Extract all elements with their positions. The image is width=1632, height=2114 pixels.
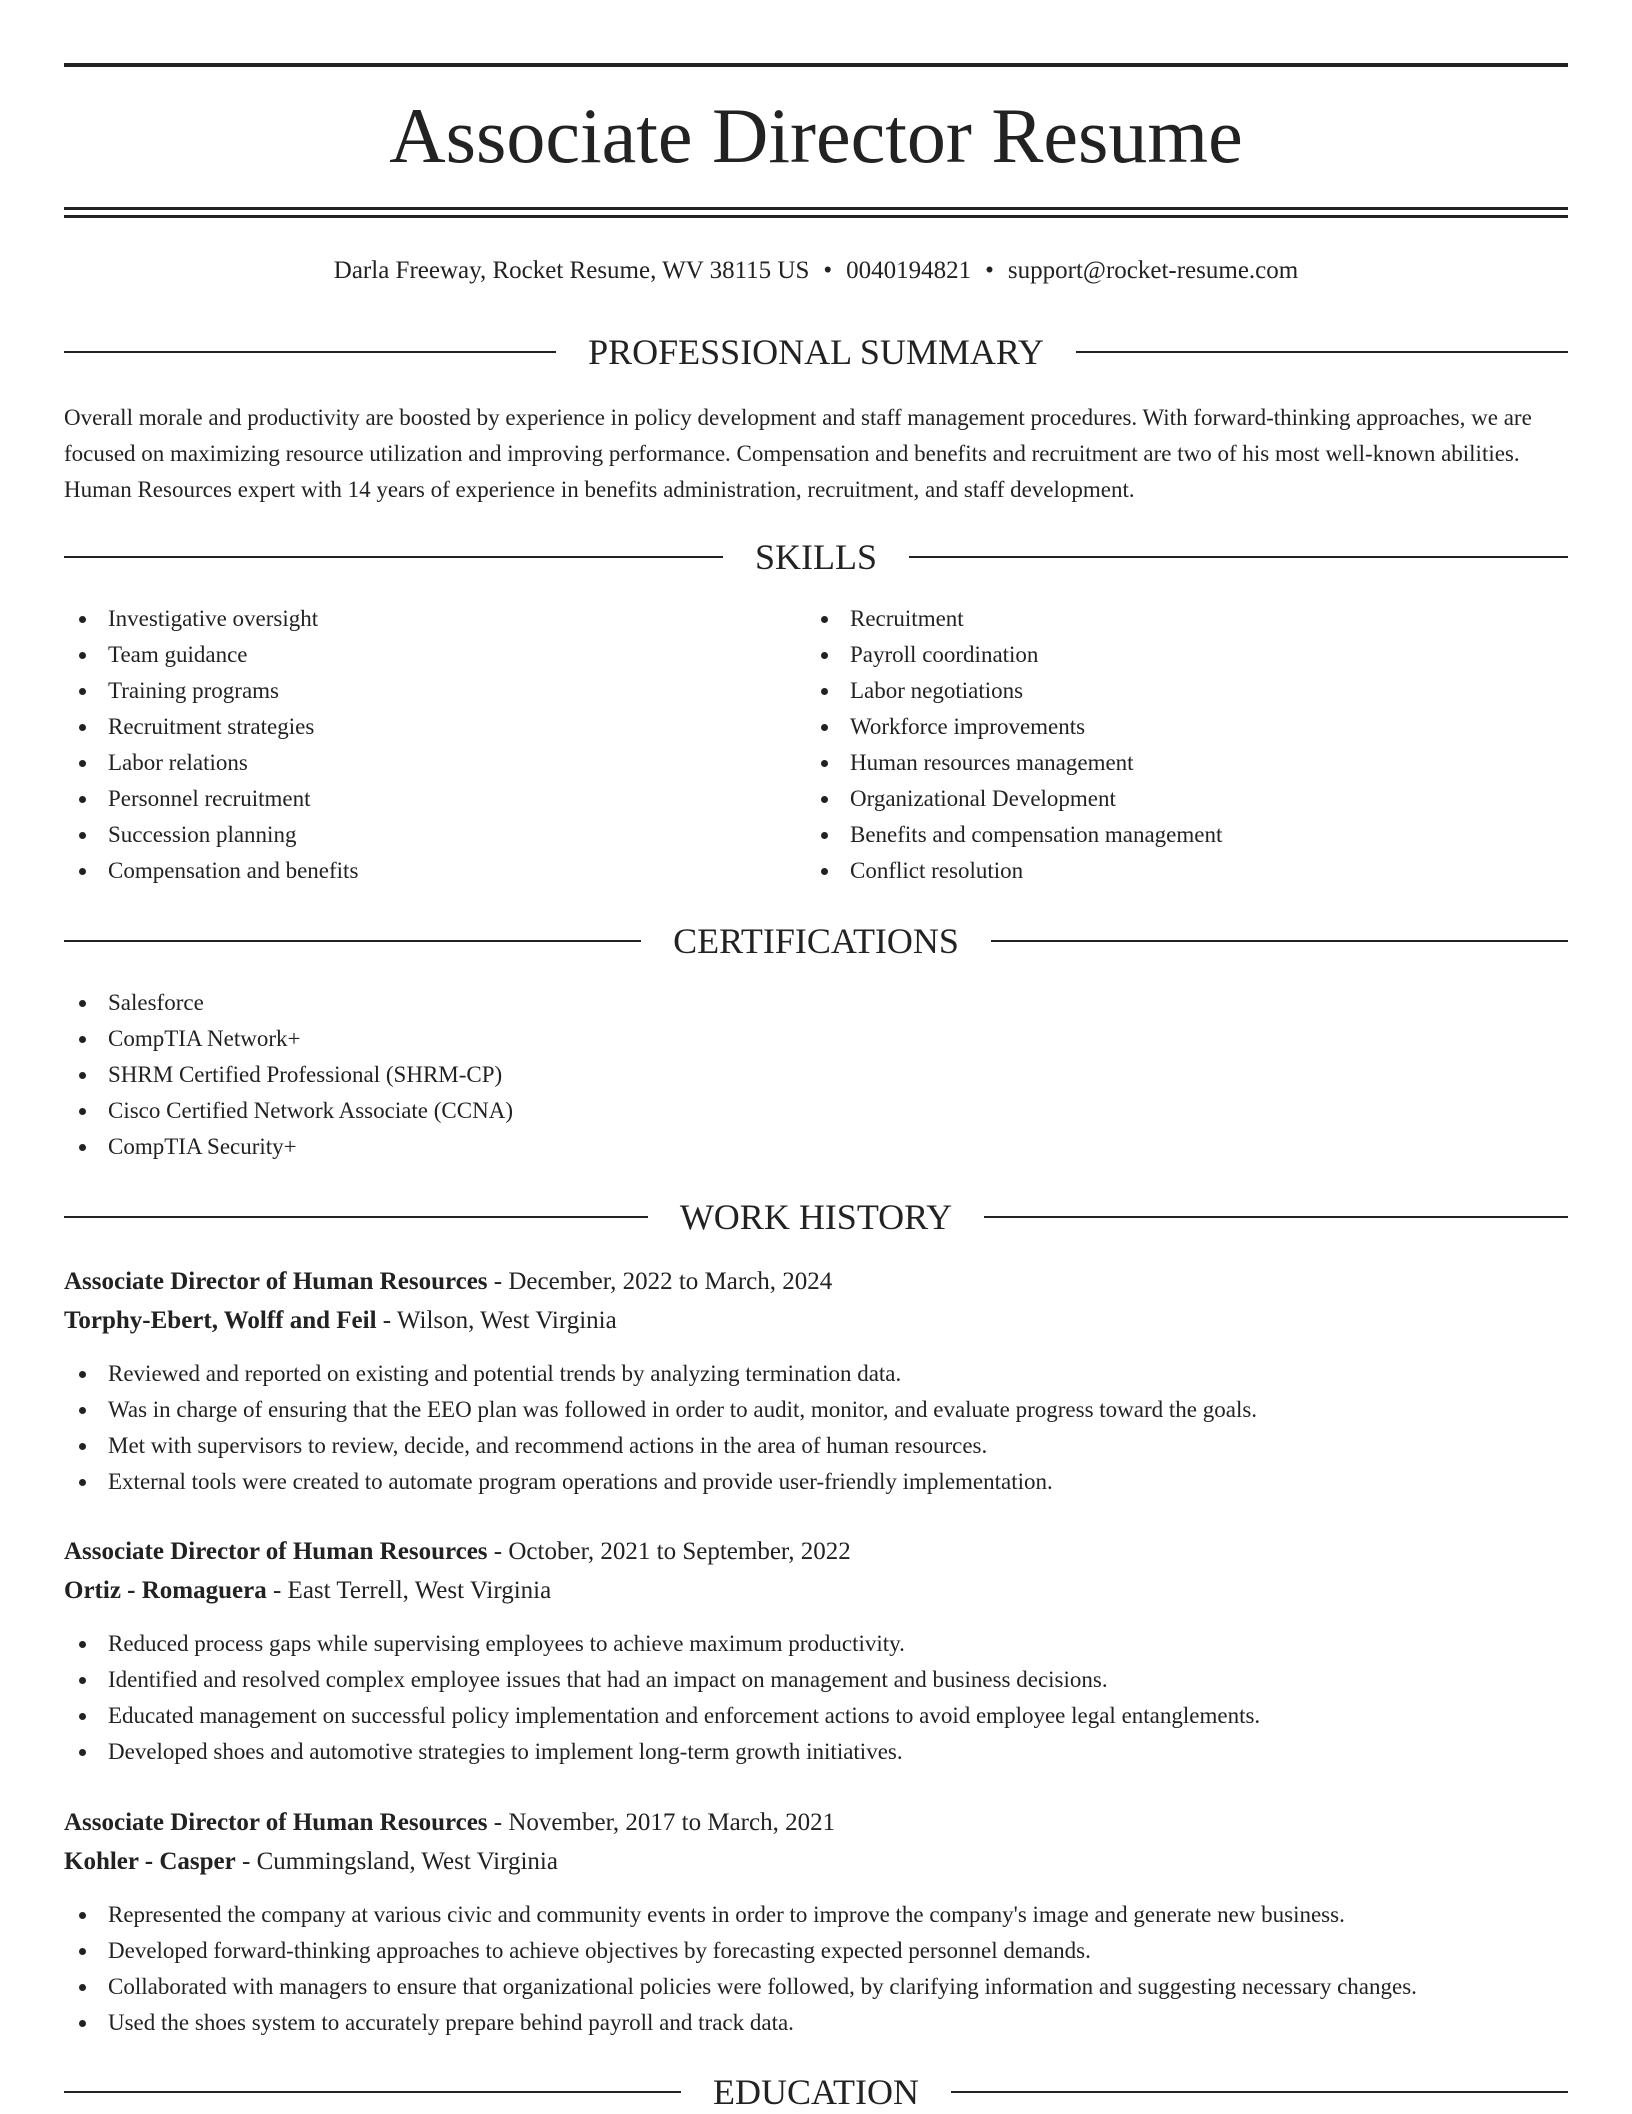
section-heading-summary	[64, 330, 1568, 374]
title-rule-lower	[64, 215, 1568, 218]
skill-item: Organizational Development	[806, 781, 1506, 817]
skills-column-right	[806, 601, 1506, 889]
heading-rule-right	[984, 1216, 1568, 1218]
job-bullet: Was in charge of ensuring that the EEO plan was followed in order to audit, monitor, and evaluate progress toward the goals.	[64, 1392, 1568, 1428]
skill-item: Labor negotiations	[806, 673, 1506, 709]
heading-rule-right	[951, 2091, 1568, 2093]
skill-item: Training programs	[64, 673, 764, 709]
skill-item: Succession planning	[64, 817, 764, 853]
job-entry	[64, 1262, 1568, 1500]
skill-item: Personnel recruitment	[64, 781, 764, 817]
section-heading-education	[64, 2070, 1568, 2114]
job-title: Associate Director of Human Resources	[64, 1538, 488, 1565]
heading-rule-left	[64, 351, 556, 353]
certification-item: Salesforce	[64, 985, 964, 1021]
job-dates: - December, 2022 to March, 2024	[487, 1268, 833, 1295]
section-title: WORK HISTORY	[679, 1197, 953, 1237]
job-company: Kohler - Casper	[64, 1848, 236, 1875]
top-rule	[64, 63, 1568, 67]
job-bullet: Collaborated with managers to ensure that organizational policies were followed, by clarifying information and suggesting necessary changes.	[64, 1969, 1568, 2005]
job-dates: - November, 2017 to March, 2021	[487, 1809, 836, 1836]
section-heading-skills	[64, 535, 1568, 579]
certifications-list	[64, 985, 964, 1165]
resume-title: Associate Director Resume	[389, 92, 1243, 179]
job-company: Torphy-Ebert, Wolff and Feil	[64, 1307, 377, 1334]
job-title: Associate Director of Human Resources	[64, 1268, 488, 1295]
job-location: - Cummingsland, West Virginia	[235, 1848, 558, 1875]
job-title-line	[64, 1262, 1568, 1301]
job-company: Ortiz - Romaguera	[64, 1577, 267, 1604]
section-heading-work-history	[64, 1195, 1568, 1239]
heading-rule-left	[64, 556, 723, 558]
job-dates: - October, 2021 to September, 2022	[487, 1538, 851, 1565]
summary-paragraph: Overall morale and productivity are boosted by experience in policy development and staff management procedures. With forward-thinking approaches, we are focused on maximizing resource utilization and improving performance. Compensation and benefits and recruitment are two of his most well-known abilities. Human Resources expert with 14 years of experience in benefits administration, recruitment, and staff development.	[64, 405, 1532, 502]
job-bullet: Reduced process gaps while supervising employees to achieve maximum productivity.	[64, 1626, 1568, 1662]
contact-phone: 0040194821	[846, 257, 972, 284]
section-heading-certifications	[64, 919, 1568, 963]
job-title: Associate Director of Human Resources	[64, 1809, 488, 1836]
skill-item: Benefits and compensation management	[806, 817, 1506, 853]
job-bullet: External tools were created to automate program operations and provide user-friendly implementation.	[64, 1464, 1568, 1500]
contact-separator: •	[823, 257, 833, 284]
job-title-line	[64, 1532, 1568, 1571]
title-rule-upper	[64, 207, 1568, 210]
contact-line	[64, 255, 1568, 287]
job-bullet: Met with supervisors to review, decide, and recommend actions in the area of human resources.	[64, 1428, 1568, 1464]
contact-address: Darla Freeway, Rocket Resume, WV 38115 US	[333, 257, 810, 284]
skill-item: Conflict resolution	[806, 853, 1506, 889]
skill-item: Recruitment	[806, 601, 1506, 637]
skill-item: Labor relations	[64, 745, 764, 781]
job-bullet: Identified and resolved complex employee issues that had an impact on management and business decisions.	[64, 1662, 1568, 1698]
job-bullet: Used the shoes system to accurately prepare behind payroll and track data.	[64, 2005, 1568, 2041]
skill-item: Human resources management	[806, 745, 1506, 781]
skill-item: Compensation and benefits	[64, 853, 764, 889]
job-company-line	[64, 1301, 1568, 1340]
skill-item: Workforce improvements	[806, 709, 1506, 745]
certification-item: Cisco Certified Network Associate (CCNA)	[64, 1093, 964, 1129]
section-title: SKILLS	[755, 537, 878, 577]
section-title: EDUCATION	[713, 2072, 919, 2112]
job-bullet: Developed shoes and automotive strategies to implement long-term growth initiatives.	[64, 1734, 1568, 1770]
section-title: PROFESSIONAL SUMMARY	[588, 332, 1044, 372]
certification-item: CompTIA Network+	[64, 1021, 964, 1057]
heading-rule-left	[64, 940, 641, 942]
job-bullet: Reviewed and reported on existing and potential trends by analyzing termination data.	[64, 1356, 1568, 1392]
skills-column-left	[64, 601, 764, 889]
certification-item: SHRM Certified Professional (SHRM-CP)	[64, 1057, 964, 1093]
job-entry	[64, 1803, 1568, 2041]
heading-rule-left	[64, 2091, 681, 2093]
contact-separator: •	[985, 257, 994, 284]
contact-email: support@rocket-resume.com	[1007, 257, 1299, 284]
job-company-line	[64, 1571, 1568, 1610]
job-location: - East Terrell, West Virginia	[266, 1577, 552, 1604]
section-title: CERTIFICATIONS	[673, 921, 959, 961]
skill-item: Investigative oversight	[64, 601, 764, 637]
certification-item: CompTIA Security+	[64, 1129, 964, 1165]
job-entry	[64, 1532, 1568, 1770]
job-bullet: Educated management on successful policy implementation and enforcement actions to avoid employee legal entanglements.	[64, 1698, 1568, 1734]
job-company-line	[64, 1842, 1568, 1881]
job-bullet: Represented the company at various civic and community events in order to improve the company's image and generate new business.	[64, 1897, 1568, 1933]
heading-rule-right	[909, 556, 1568, 558]
job-title-line	[64, 1803, 1568, 1842]
job-location: - Wilson, West Virginia	[376, 1307, 617, 1334]
skill-item: Team guidance	[64, 637, 764, 673]
skill-item: Recruitment strategies	[64, 709, 764, 745]
heading-rule-left	[64, 1216, 648, 1218]
job-bullet: Developed forward-thinking approaches to achieve objectives by forecasting expected personnel demands.	[64, 1933, 1568, 1969]
skill-item: Payroll coordination	[806, 637, 1506, 673]
heading-rule-right	[991, 940, 1568, 942]
heading-rule-right	[1076, 351, 1568, 353]
